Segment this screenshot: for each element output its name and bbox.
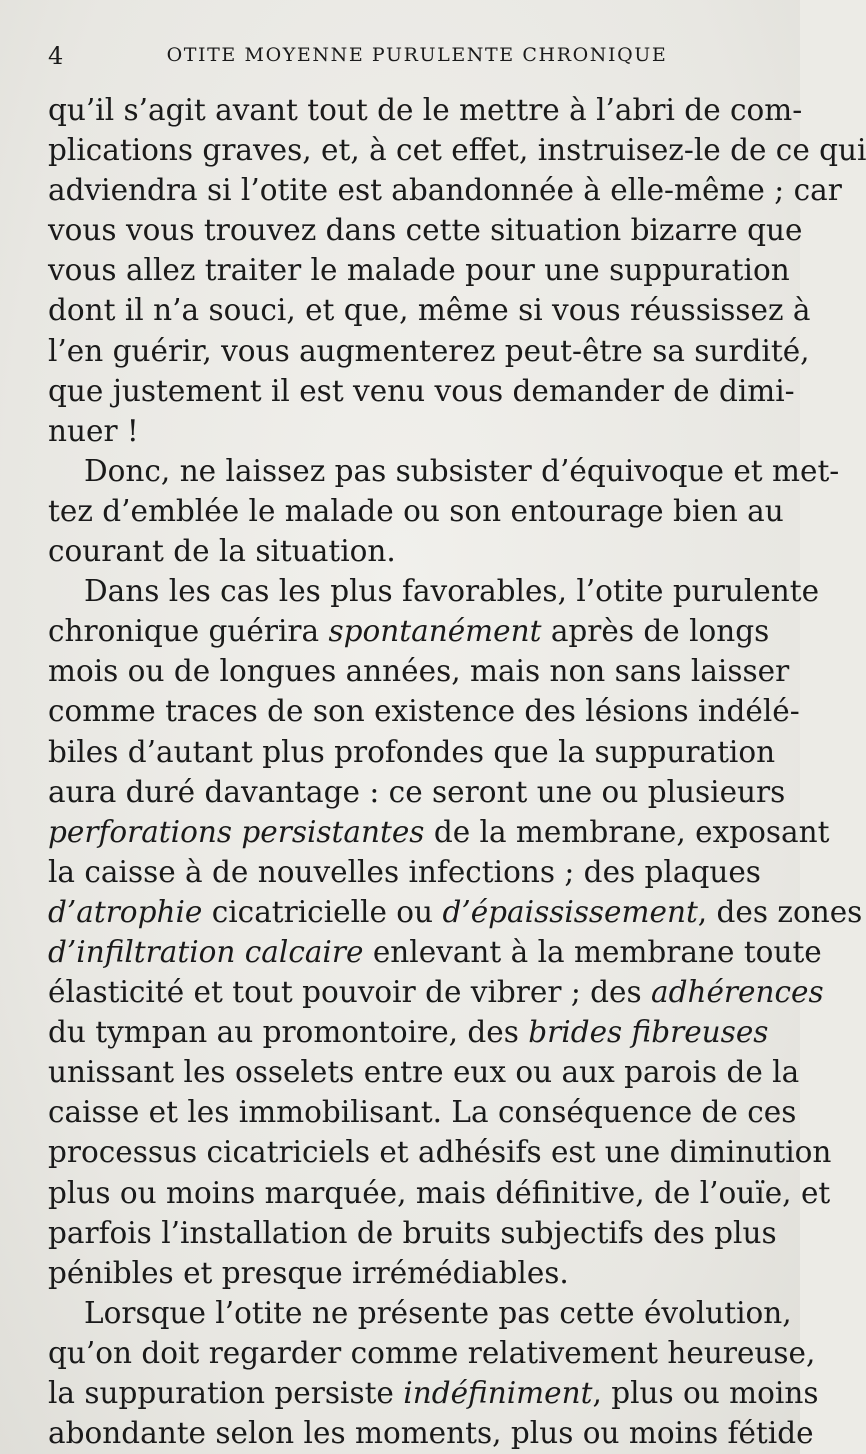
text-line: pénibles et presque irrémédiables. xyxy=(48,1255,569,1290)
italic-term: d’infiltration calcaire xyxy=(48,934,364,969)
text-run: après de longs xyxy=(541,614,770,649)
text-line: parfois l’installation de bruits subjectifs des plus xyxy=(48,1215,777,1250)
text-line: processus cicatriciels et adhésifs est une diminution xyxy=(48,1135,832,1170)
text-line: dont il n’a souci, et que, même si vous réussissez à xyxy=(48,293,811,328)
body-text xyxy=(48,90,866,1453)
text-line: Dans les cas les plus favorables, l’otite purulente xyxy=(84,574,820,609)
text-line: caisse et les immobilisant. La conséquence de ces xyxy=(48,1095,797,1130)
text-line: qu’on doit regarder comme relativement heureuse, xyxy=(48,1335,816,1370)
text-line: vous allez traiter le malade pour une suppuration xyxy=(48,253,790,288)
text-line: aura duré davantage : ce seront une ou plusieurs xyxy=(48,774,786,809)
text-line: mois ou de longues années, mais non sans laisser xyxy=(48,654,790,689)
text-line: que justement il est venu vous demander de dimi- xyxy=(48,373,795,408)
text-line: plus ou moins marquée, mais définitive, de l’ouïe, et xyxy=(48,1175,831,1210)
text-line xyxy=(48,892,863,932)
italic-term: spontanément xyxy=(328,614,542,649)
paragraph-2 xyxy=(48,451,840,571)
text-line: adviendra si l’otite est abandonnée à elle-même ; car xyxy=(48,173,842,208)
italic-term: d’épaississement xyxy=(442,894,698,929)
text-line: l’en guérir, vous augmenterez peut-être sa surdité, xyxy=(48,333,810,368)
text-run: de la membrane, exposant xyxy=(424,814,830,849)
italic-term: indéfiniment xyxy=(403,1376,593,1410)
text-line: comme traces de son existence des lésions indélé- xyxy=(48,694,800,729)
text-run: du tympan au promontoire, des xyxy=(48,1015,529,1050)
text-run: , des zones xyxy=(697,894,863,929)
paragraph-3 xyxy=(48,571,863,1293)
text-line: Lorsque l’otite ne présente pas cette évolution, xyxy=(84,1295,792,1330)
text-line xyxy=(48,812,830,852)
text-line: Donc, ne laissez pas subsister d’équivoque et met- xyxy=(84,453,840,488)
text-line: biles d’autant plus profondes que la suppuration xyxy=(48,734,776,769)
paragraph-4 xyxy=(48,1293,819,1453)
text-run: la suppuration persiste xyxy=(48,1376,404,1410)
text-line: courant de la situation. xyxy=(48,534,396,569)
text-run: , plus ou moins xyxy=(592,1376,819,1410)
page-number: 4 xyxy=(48,42,64,70)
running-title: OTITE MOYENNE PURULENTE CHRONIQUE xyxy=(166,44,668,66)
text-line: qu’il s’agit avant tout de le mettre à l’abri de com- xyxy=(48,93,803,127)
text-line xyxy=(48,1012,769,1052)
text-line: plications graves, et, à cet effet, instruisez-le de ce qui xyxy=(48,133,866,168)
italic-term: brides fibreuses xyxy=(528,1015,769,1050)
text-run: élasticité et tout pouvoir de vibrer ; des xyxy=(48,975,651,1010)
page-header xyxy=(48,36,756,76)
text-line: tez d’emblée le malade ou son entourage bien au xyxy=(48,493,784,528)
text-line xyxy=(48,611,770,651)
paragraph-1 xyxy=(48,90,866,451)
italic-term: d’atrophie xyxy=(48,894,203,929)
italic-term: adhérences xyxy=(651,975,824,1010)
text-run: enlevant à la membrane toute xyxy=(363,934,822,969)
text-run: cicatricielle ou xyxy=(202,894,443,929)
text-line: unissant les osselets entre eux ou aux parois de la xyxy=(48,1055,800,1090)
text-line xyxy=(48,1373,819,1413)
text-run: chronique guérira xyxy=(48,614,329,649)
text-line xyxy=(48,972,824,1012)
italic-term: perforations persistantes xyxy=(48,814,425,849)
text-line: nuer ! xyxy=(48,413,139,448)
text-line xyxy=(48,932,822,972)
text-line: la caisse à de nouvelles infections ; des plaques xyxy=(48,854,761,889)
text-line: vous vous trouvez dans cette situation bizarre que xyxy=(48,213,803,248)
text-line: abondante selon les moments, plus ou moins fétide xyxy=(48,1416,814,1451)
